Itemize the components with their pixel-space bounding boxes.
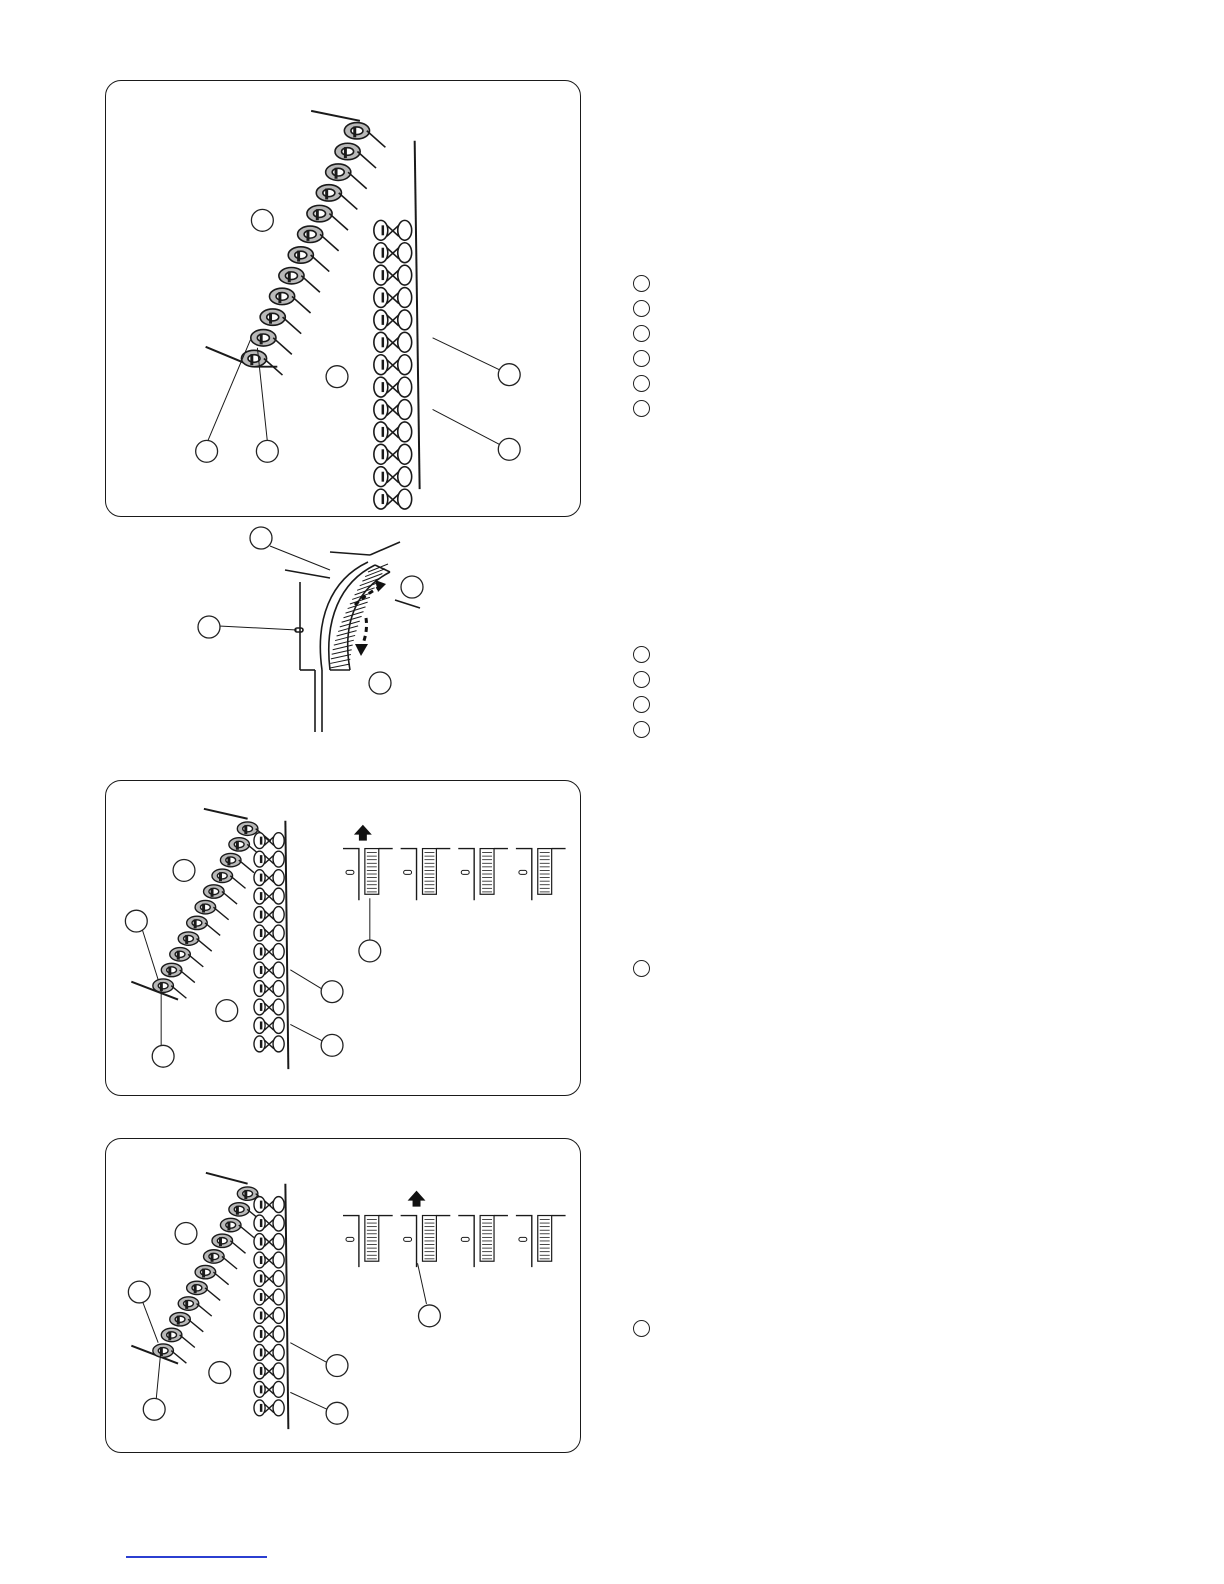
thread-loop bbox=[254, 888, 265, 904]
legend-marker bbox=[633, 325, 650, 342]
thread-loop bbox=[273, 1400, 284, 1416]
callout-marker bbox=[198, 616, 220, 638]
thread-loop-hole bbox=[276, 293, 288, 301]
callout-marker bbox=[321, 1034, 343, 1056]
dial-tick bbox=[333, 645, 353, 650]
thread-loop bbox=[374, 288, 388, 308]
thread-loop bbox=[398, 288, 412, 308]
dial-tick bbox=[330, 664, 350, 668]
callout-marker bbox=[419, 1305, 441, 1327]
thread-loop bbox=[273, 1036, 284, 1052]
dial-indicator bbox=[346, 870, 354, 874]
legend-markers-3 bbox=[633, 960, 657, 985]
overlock-stitch-illustration bbox=[106, 1139, 580, 1452]
figure-dial-setting-b bbox=[105, 1138, 581, 1453]
tension-dial-illustration bbox=[190, 520, 450, 740]
thread-loop bbox=[398, 220, 412, 240]
dial-setting-row bbox=[343, 849, 566, 901]
arrow-up-icon bbox=[408, 1191, 426, 1207]
thread-loop-hole bbox=[342, 148, 354, 156]
thread-loop-hole bbox=[167, 967, 177, 973]
thread-loop bbox=[374, 332, 388, 352]
thread-leg bbox=[239, 860, 254, 873]
thread-loop bbox=[254, 1215, 265, 1231]
callout-marker bbox=[173, 860, 195, 882]
thread-leg bbox=[357, 151, 376, 168]
thread-leg bbox=[239, 1225, 254, 1238]
thread-loop-hole bbox=[285, 272, 297, 280]
dial-indicator bbox=[461, 1237, 469, 1241]
dial-tick bbox=[362, 574, 382, 582]
thread-leg bbox=[367, 131, 386, 148]
thread-leg bbox=[283, 317, 302, 334]
thread-loop bbox=[374, 422, 388, 442]
thread-loop bbox=[374, 400, 388, 420]
thread-loop-hole bbox=[200, 904, 210, 910]
thread-loop-hole bbox=[175, 951, 185, 957]
callout-marker bbox=[152, 1045, 174, 1067]
thread-loop bbox=[254, 1234, 265, 1250]
thread-loop bbox=[273, 1215, 284, 1231]
dial-indicator bbox=[404, 870, 412, 874]
dial-indicator bbox=[346, 1237, 354, 1241]
dial-wheel bbox=[538, 1216, 552, 1262]
arrow-up-icon bbox=[354, 825, 372, 841]
callout-marker bbox=[250, 527, 272, 549]
thread-leg bbox=[180, 970, 195, 983]
thread-loop bbox=[374, 220, 388, 240]
thread-loop bbox=[254, 851, 265, 867]
legend-marker bbox=[633, 671, 650, 688]
thread-loop-hole bbox=[192, 1285, 202, 1291]
thread-loop bbox=[398, 332, 412, 352]
thread-loop bbox=[254, 1289, 265, 1305]
thread-loop bbox=[254, 1252, 265, 1268]
thread-leg bbox=[197, 1304, 212, 1317]
dial-indicator bbox=[461, 870, 469, 874]
dial-tick bbox=[368, 564, 388, 572]
thread-loop bbox=[254, 999, 265, 1015]
thread-loop-hole bbox=[209, 1253, 219, 1259]
callout-marker bbox=[196, 440, 218, 462]
thread-loop-hole bbox=[217, 1238, 227, 1244]
legend-marker bbox=[633, 300, 650, 317]
thread-leg bbox=[311, 255, 330, 272]
legend-marker bbox=[633, 696, 650, 713]
thread-loop bbox=[254, 1326, 265, 1342]
thread-leg bbox=[230, 876, 245, 889]
thread-loop bbox=[398, 444, 412, 464]
dial-tick bbox=[334, 640, 354, 645]
legend-markers-2 bbox=[633, 646, 657, 746]
thread-loop bbox=[273, 1381, 284, 1397]
legend-marker bbox=[633, 721, 650, 738]
figure-overlock-seam bbox=[105, 80, 581, 517]
callout-marker bbox=[498, 438, 520, 460]
thread-loop bbox=[398, 422, 412, 442]
thread-loop bbox=[374, 489, 388, 509]
thread-loop-hole bbox=[158, 983, 168, 989]
thread-loop-hole bbox=[304, 230, 316, 238]
thread-leg bbox=[273, 338, 292, 355]
thread-loop-hole bbox=[332, 168, 344, 176]
callout-marker bbox=[128, 1281, 150, 1303]
thread-loop bbox=[273, 981, 284, 997]
thread-loop bbox=[254, 925, 265, 941]
arrow-down-icon bbox=[355, 618, 368, 656]
thread-loop bbox=[273, 870, 284, 886]
thread-loop bbox=[254, 1344, 265, 1360]
thread-loop-hole bbox=[234, 841, 244, 847]
thread-loop bbox=[273, 1326, 284, 1342]
thread-loop bbox=[374, 467, 388, 487]
thread-loop-hole bbox=[209, 888, 219, 894]
dial-wheel bbox=[480, 1216, 494, 1262]
thread-loop bbox=[398, 310, 412, 330]
thread-loop bbox=[273, 999, 284, 1015]
thread-loop bbox=[254, 1036, 265, 1052]
thread-leg bbox=[205, 923, 220, 936]
dial-tick bbox=[335, 635, 355, 640]
thread-loop bbox=[254, 833, 265, 849]
thread-loop bbox=[398, 265, 412, 285]
thread-leg bbox=[222, 1256, 237, 1269]
thread-loop bbox=[254, 870, 265, 886]
callout-marker bbox=[251, 209, 273, 231]
legend-marker bbox=[633, 960, 650, 977]
callout-marker bbox=[369, 672, 391, 694]
thread-loop-hole bbox=[234, 1206, 244, 1212]
thread-loop bbox=[254, 1308, 265, 1324]
callout-marker bbox=[326, 1402, 348, 1424]
thread-leg bbox=[348, 172, 367, 189]
thread-loop bbox=[273, 1271, 284, 1287]
thread-loop-hole bbox=[226, 857, 236, 863]
thread-loop bbox=[273, 1363, 284, 1379]
thread-loop bbox=[273, 962, 284, 978]
thread-leg bbox=[222, 891, 237, 904]
thread-loop bbox=[273, 833, 284, 849]
callout-marker bbox=[209, 1362, 231, 1384]
thread-loop bbox=[254, 962, 265, 978]
callout-marker bbox=[359, 940, 381, 962]
thread-loop-hole bbox=[192, 920, 202, 926]
thread-loop bbox=[374, 265, 388, 285]
thread-loop-hole bbox=[243, 1191, 253, 1197]
thread-loop bbox=[254, 1363, 265, 1379]
overlock-stitch-illustration bbox=[106, 81, 580, 516]
callout-marker bbox=[256, 440, 278, 462]
thread-loop bbox=[254, 981, 265, 997]
legend-marker bbox=[633, 646, 650, 663]
thread-leg bbox=[197, 939, 212, 952]
dial-indicator bbox=[404, 1237, 412, 1241]
dial-wheel bbox=[365, 849, 379, 895]
thread-loop bbox=[273, 907, 284, 923]
thread-loop bbox=[254, 944, 265, 960]
thread-loop bbox=[398, 377, 412, 397]
thread-loop bbox=[374, 355, 388, 375]
thread-loop bbox=[374, 243, 388, 263]
legend-markers-1 bbox=[633, 275, 657, 425]
legend-marker bbox=[633, 275, 650, 292]
thread-loop bbox=[273, 925, 284, 941]
dial-wheel bbox=[538, 849, 552, 895]
thread-loop-hole bbox=[200, 1269, 210, 1275]
callout-marker bbox=[498, 364, 520, 386]
thread-loop bbox=[254, 1017, 265, 1033]
thread-leg bbox=[213, 907, 228, 920]
thread-loop bbox=[273, 1289, 284, 1305]
callout-marker bbox=[326, 366, 348, 388]
figure-tension-dial bbox=[190, 520, 450, 740]
thread-loop bbox=[273, 1197, 284, 1213]
callout-marker bbox=[143, 1398, 165, 1420]
footer-link-underline[interactable] bbox=[126, 1556, 267, 1558]
dial-setting-row bbox=[343, 1216, 566, 1268]
thread-leg bbox=[292, 296, 311, 313]
thread-loop bbox=[254, 1381, 265, 1397]
thread-leg bbox=[230, 1241, 245, 1254]
callout-marker bbox=[401, 576, 423, 598]
thread-loop-hole bbox=[175, 1316, 185, 1322]
legend-marker bbox=[633, 400, 650, 417]
dial-tick bbox=[330, 659, 350, 663]
thread-leg bbox=[205, 1288, 220, 1301]
thread-loop-hole bbox=[243, 826, 253, 832]
thread-loop bbox=[273, 944, 284, 960]
callout-marker bbox=[125, 910, 147, 932]
thread-loop bbox=[398, 489, 412, 509]
thread-leg bbox=[180, 1335, 195, 1348]
thread-loop bbox=[273, 1308, 284, 1324]
callout-marker bbox=[321, 981, 343, 1003]
thread-loop-hole bbox=[257, 334, 269, 342]
dial-wheel bbox=[422, 1216, 436, 1262]
thread-loop-hole bbox=[226, 1222, 236, 1228]
thread-leg bbox=[188, 954, 203, 967]
thread-leg bbox=[320, 234, 339, 251]
thread-loop bbox=[273, 888, 284, 904]
dial-indicator bbox=[519, 1237, 527, 1241]
thread-leg bbox=[339, 193, 358, 210]
dial-tick bbox=[365, 569, 385, 577]
thread-loop bbox=[273, 1252, 284, 1268]
thread-loop bbox=[273, 1017, 284, 1033]
thread-loop-hole bbox=[184, 935, 194, 941]
thread-loop bbox=[374, 310, 388, 330]
thread-loop-hole bbox=[217, 873, 227, 879]
legend-markers-4 bbox=[633, 1320, 657, 1345]
dial-wheel bbox=[365, 1216, 379, 1262]
thread-loop bbox=[374, 444, 388, 464]
thread-loop-hole bbox=[167, 1332, 177, 1338]
dial-indicator bbox=[519, 870, 527, 874]
thread-loop-hole bbox=[267, 313, 279, 321]
thread-loop bbox=[398, 355, 412, 375]
thread-leg bbox=[213, 1272, 228, 1285]
thread-loop-hole bbox=[313, 210, 325, 218]
dial-wheel bbox=[422, 849, 436, 895]
legend-marker bbox=[633, 1320, 650, 1337]
callout-marker bbox=[326, 1355, 348, 1377]
thread-loop bbox=[254, 1197, 265, 1213]
thread-loop bbox=[254, 1400, 265, 1416]
thread-loop-hole bbox=[158, 1348, 168, 1354]
thread-loop bbox=[398, 243, 412, 263]
thread-leg bbox=[329, 214, 348, 231]
thread-loop-hole bbox=[351, 127, 363, 135]
legend-marker bbox=[633, 350, 650, 367]
thread-loop bbox=[273, 1234, 284, 1250]
thread-leg bbox=[171, 986, 186, 999]
thread-loop bbox=[273, 1344, 284, 1360]
callout-marker bbox=[216, 1000, 238, 1022]
callout-marker bbox=[175, 1222, 197, 1244]
overlock-stitch-illustration bbox=[106, 781, 580, 1095]
dial-wheel bbox=[480, 849, 494, 895]
figure-dial-setting-a bbox=[105, 780, 581, 1096]
thread-loop bbox=[398, 400, 412, 420]
thread-leg bbox=[301, 276, 320, 293]
thread-loop bbox=[374, 377, 388, 397]
thread-loop bbox=[273, 851, 284, 867]
legend-marker bbox=[633, 375, 650, 392]
thread-loop-hole bbox=[323, 189, 335, 197]
thread-loop bbox=[254, 907, 265, 923]
thread-loop bbox=[254, 1271, 265, 1287]
thread-loop-hole bbox=[184, 1300, 194, 1306]
thread-loop bbox=[398, 467, 412, 487]
thread-leg bbox=[188, 1319, 203, 1332]
thread-loop-hole bbox=[295, 251, 307, 259]
